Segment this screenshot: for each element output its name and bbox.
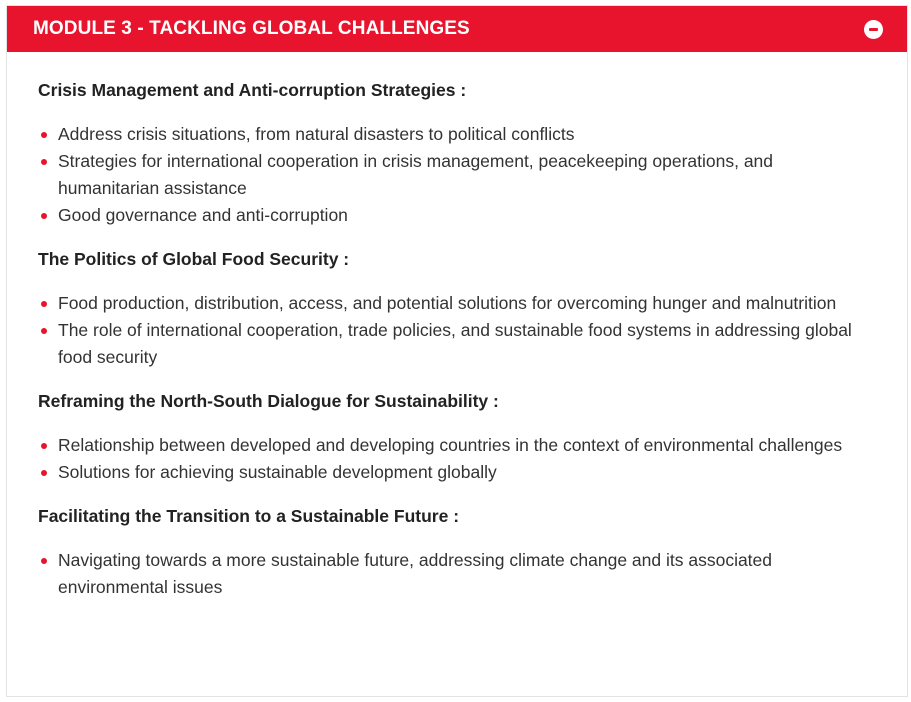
list-item: Good governance and anti-corruption: [38, 202, 877, 229]
bullet-list-crisis: [38, 121, 877, 229]
list-item: Food production, distribution, access, and potential solutions for overcoming hunger and malnutrition: [38, 290, 877, 317]
section-heading-north-south: Reframing the North-South Dialogue for Sustainability :: [38, 391, 499, 411]
module-accordion: [6, 5, 908, 697]
section-heading-crisis: Crisis Management and Anti-corruption Strategies :: [38, 80, 467, 100]
minus-circle-icon[interactable]: [864, 20, 883, 39]
bullet-list-food-security: [38, 290, 877, 371]
list-item: The role of international cooperation, trade policies, and sustainable food systems in addressing global food security: [38, 317, 877, 371]
accordion-header[interactable]: [7, 6, 907, 52]
list-item: Navigating towards a more sustainable future, addressing climate change and its associated environmental issues: [38, 547, 877, 601]
module-title: MODULE 3 - TACKLING GLOBAL CHALLENGES: [33, 18, 470, 39]
bullet-list-transition: [38, 547, 877, 601]
section-heading-transition: Facilitating the Transition to a Sustainable Future :: [38, 506, 460, 526]
section-heading-food-security: The Politics of Global Food Security :: [38, 249, 350, 269]
list-item: Relationship between developed and developing countries in the context of environmental challenges: [38, 432, 877, 459]
list-item: Address crisis situations, from natural disasters to political conflicts: [38, 121, 877, 148]
accordion-body: [7, 52, 907, 601]
list-item: Strategies for international cooperation in crisis management, peacekeeping operations, and humanitarian assistance: [38, 148, 877, 202]
bullet-list-north-south: [38, 432, 877, 486]
list-item: Solutions for achieving sustainable development globally: [38, 459, 877, 486]
